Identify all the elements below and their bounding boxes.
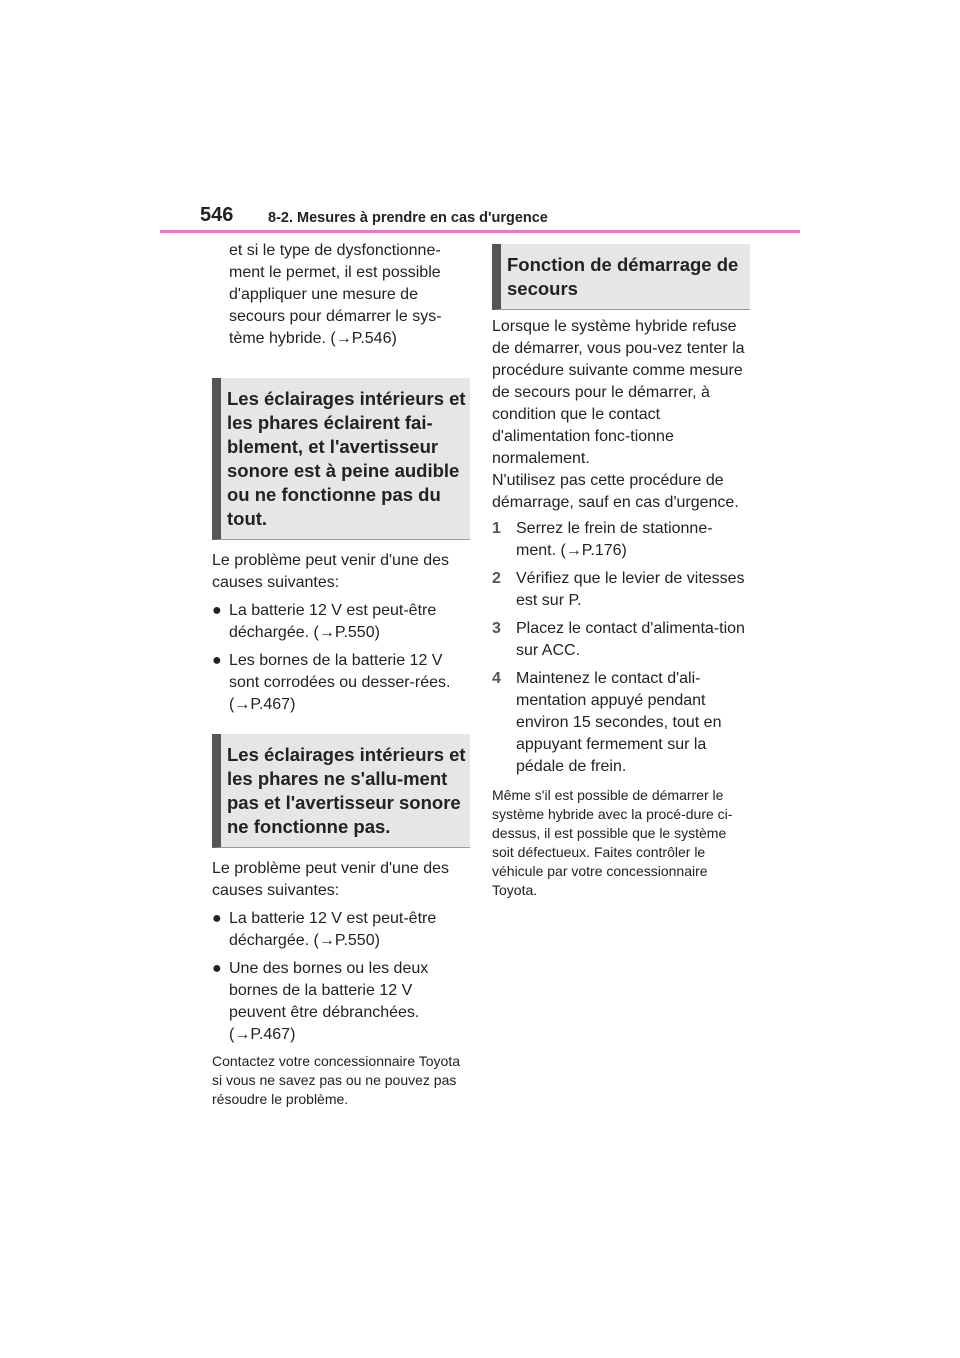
bullet-icon: ● [212,960,222,977]
header-divider [160,230,800,233]
step-text: Placez le contact d'alimenta-tion sur ACC. [516,620,745,659]
bullet-icon: ● [212,910,222,927]
right-column [492,244,750,900]
note-text: Contactez votre concessionnaire Toyota si vous ne savez pas ou ne pouvez pas résoudre le problème. [212,1053,460,1107]
emergency-note: Même s'il est possible de démarrer le système hybride avec la procé-dure ci-dessus, il est possible que le système soit défectueux. Faites contrôler le véhicule par votre concessionnaire Toyota. [492,787,733,898]
step-item [492,668,750,778]
page-header [160,200,800,236]
step-item [492,568,750,612]
intro-paragraph: et si le type de dysfonctionne-ment le permet, il est possible d'appliquer une mesure de secours pour démarrer le sys-tème hybride. (→P.546) [229,242,442,347]
step-item [492,518,750,562]
bullet-icon: ● [212,652,222,669]
heading-emergency-start [492,244,750,310]
step-number: 2 [492,570,501,587]
step-number: 1 [492,520,501,537]
section-title: 8-2. Mesures à prendre en cas d'urgence [268,210,548,226]
emergency-intro: Lorsque le système hybride refuse de démarrer, vous pou-vez tenter la procédure suivante comme mesure de secours pour le démarrer, à condition que le contact d'alimentation fonc-tionne normalement. [492,318,745,467]
bullet-item [212,908,470,952]
heading-dim-lights [212,378,470,540]
bullet-icon: ● [212,602,222,619]
bullet-text: La batterie 12 V est peut-être déchargée. (→P.550) [229,910,437,949]
page-number: 546 [200,204,234,226]
heading-no-lights-text: Les éclairages intérieurs et les phares ne s'allu-ment pas et l'avertisseur sonore ne fonctionne pas. [227,744,466,837]
cause-text-1: Le problème peut venir d'une des causes suivantes: [212,552,449,591]
bullet-item [212,600,470,644]
step-text: Serrez le frein de stationne-ment. (→P.176) [516,520,713,559]
cause-text-2: Le problème peut venir d'une des causes suivantes: [212,860,449,899]
left-column [212,240,470,1109]
bullet-item [212,650,470,716]
bullet-text: La batterie 12 V est peut-être déchargée. (→P.550) [229,602,437,641]
bullet-text: Les bornes de la batterie 12 V sont corrodées ou desser-rées. (→P.467) [229,652,451,713]
step-number: 3 [492,620,501,637]
step-item [492,618,750,662]
step-text: Vérifiez que le levier de vitesses est sur P. [516,570,745,609]
heading-emergency-start-text: Fonction de démarrage de secours [507,254,739,299]
emergency-warning: N'utilisez pas cette procédure de démarrage, sauf en cas d'urgence. [492,472,739,511]
step-text: Maintenez le contact d'ali-mentation appuyé pendant environ 15 secondes, tout en appuyant fermement sur la pédale de frein. [516,670,722,775]
bullet-text: Une des bornes ou les deux bornes de la batterie 12 V peuvent être débranchées. (→P.467) [229,960,429,1043]
heading-no-lights [212,734,470,848]
heading-dim-lights-text: Les éclairages intérieurs et les phares éclairent fai-blement, et l'avertisseur sonore est à peine audible ou ne fonctionne pas du tout. [227,388,466,529]
bullet-item [212,958,470,1046]
step-number: 4 [492,670,501,687]
